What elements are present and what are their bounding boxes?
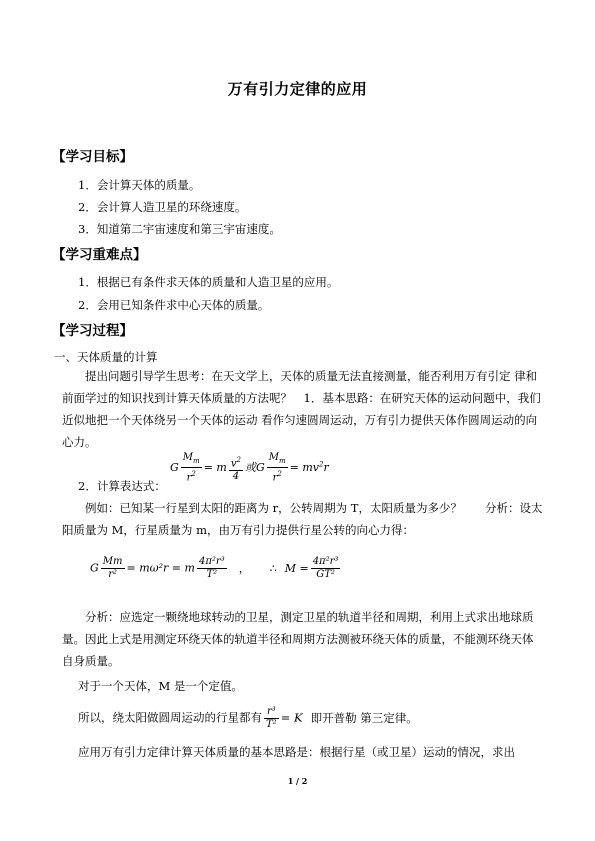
fraction-kepler <box>264 706 279 731</box>
formula-tail: r <box>323 461 329 475</box>
fraction-result <box>311 556 341 581</box>
frac2-den-r: r <box>272 472 278 484</box>
frac2-num-M: M <box>268 452 280 463</box>
key-point-item-1: 1．根据已有条件求天体的质量和人造卫星的应用。 <box>78 275 339 289</box>
page-number: 1 / 2 <box>287 776 308 786</box>
formula2-M: M = <box>284 561 309 575</box>
paragraph-kepler <box>78 706 418 731</box>
frac-num-v: v <box>230 457 237 469</box>
paragraph-analysis-text: 分析：应选定一颗绕地球转动的卫星，测定卫星的轨道半径和周期，利用上式求出地球质量。因此上式是用测定环绕天体的轨道半径和周期方法测被环绕天体的质量，不能测环绕天体自身质量。 <box>62 610 534 668</box>
formula-centripetal: G $\frac{M_m}{r^2}$ = m $\frac{v^2}{4}$ 或G $\frac{M_m}{r^2}$ = $mv^2r$ <box>170 452 329 484</box>
formula2-g: G <box>90 561 99 575</box>
calc-label: 2．计算表达式： <box>78 479 166 493</box>
section-heading-goals: 【学习目标】 <box>52 149 133 165</box>
frac-r2: r² <box>108 569 118 580</box>
frac-result-num: 4π²r³ <box>312 556 339 567</box>
paragraph-example <box>62 497 544 541</box>
frac-result-den: GT² <box>316 569 335 580</box>
subheading-mass-calc: 一、天体质量的计算 <box>54 350 158 364</box>
fraction-Mm-r2 <box>101 556 125 581</box>
frac-Mm: Mm <box>102 556 123 567</box>
paragraph-intro-text: 提出问题引导学生思考：在天文学上，天体的质量无法直接测量，能否利用万有引定 律和前面学过的知识找到计算天体质量的方法呢？ 1．基本思路：在研究天体的运动问题中，我们近似地把一个天体绕另一个天体的运动 看作匀速圆周运动，万有引力提供天体作圆周运动的向心力。 <box>62 369 541 449</box>
formula-eq1: = m <box>203 461 227 475</box>
section-heading-key-points: 【学习重难点】 <box>52 247 147 263</box>
fraction-gravity-1: $\frac{M_m}{r^2}$ <box>182 452 200 484</box>
key-point-item-2: 2．会用已知条件求中心天体的质量。 <box>78 298 270 312</box>
therefore-symbol: ∴ <box>269 561 277 575</box>
paragraph-intro <box>62 365 544 453</box>
fraction-gravity-2: $\frac{M_m}{r^2}$ <box>268 452 286 484</box>
kepler-num: r³ <box>264 706 279 719</box>
formula-eq2: = mv <box>289 461 320 475</box>
goal-item-1: 1．会计算天体的质量。 <box>78 178 201 192</box>
formula-mid: 或G <box>244 461 265 475</box>
paragraph-method: 应用万有引力定律计算天体质量的基本思路是：根据行星（或卫星）运动的情况，求出 <box>78 745 515 759</box>
formula-sun-mass <box>90 556 342 581</box>
paragraph-constant: 对于一个天体，M 是一个定值。 <box>78 679 243 693</box>
section-heading-process: 【学习过程】 <box>52 323 133 339</box>
formula2-comma: ， <box>238 561 250 575</box>
frac-4pi2r3: 4π²r³ <box>198 556 225 567</box>
page-title: 万有引力定律的应用 <box>227 80 368 98</box>
fraction-velocity: $\frac{v^2}{4}$ <box>230 455 241 482</box>
formula-g: G <box>170 461 179 475</box>
frac-sub-m: m <box>193 457 200 465</box>
paragraph-example-text: 例如：已知某一行星到太阳的距离为 r，公转周期为 T，太阳质量为多少？ 分析：设太阳质量为 M，行星质量为 m，由万有引力提供行星公转的向心力得： <box>62 501 543 537</box>
paragraph-analysis <box>62 606 544 672</box>
fraction-4pi2r3-T2 <box>197 556 227 581</box>
kepler-eq: = K <box>280 710 303 725</box>
frac2-sub-m: m <box>279 457 286 465</box>
kepler-den: T² <box>266 719 277 730</box>
frac-den-4: 4 <box>232 470 240 482</box>
kepler-pre: 所以，绕太阳做圆周运动的行星都有 <box>78 710 262 725</box>
goal-item-2: 2．会计算人造卫星的环绕速度。 <box>78 200 247 214</box>
frac-den-r: r <box>186 472 192 484</box>
frac-T2: T² <box>206 569 218 580</box>
kepler-post: 即开普勒 第三定律。 <box>310 710 418 725</box>
goal-item-3: 3．知道第二宇宙速度和第三宇宙速度。 <box>78 222 281 236</box>
formula2-mid: = mω²r = m <box>126 561 195 575</box>
frac-num-M: M <box>182 452 194 463</box>
